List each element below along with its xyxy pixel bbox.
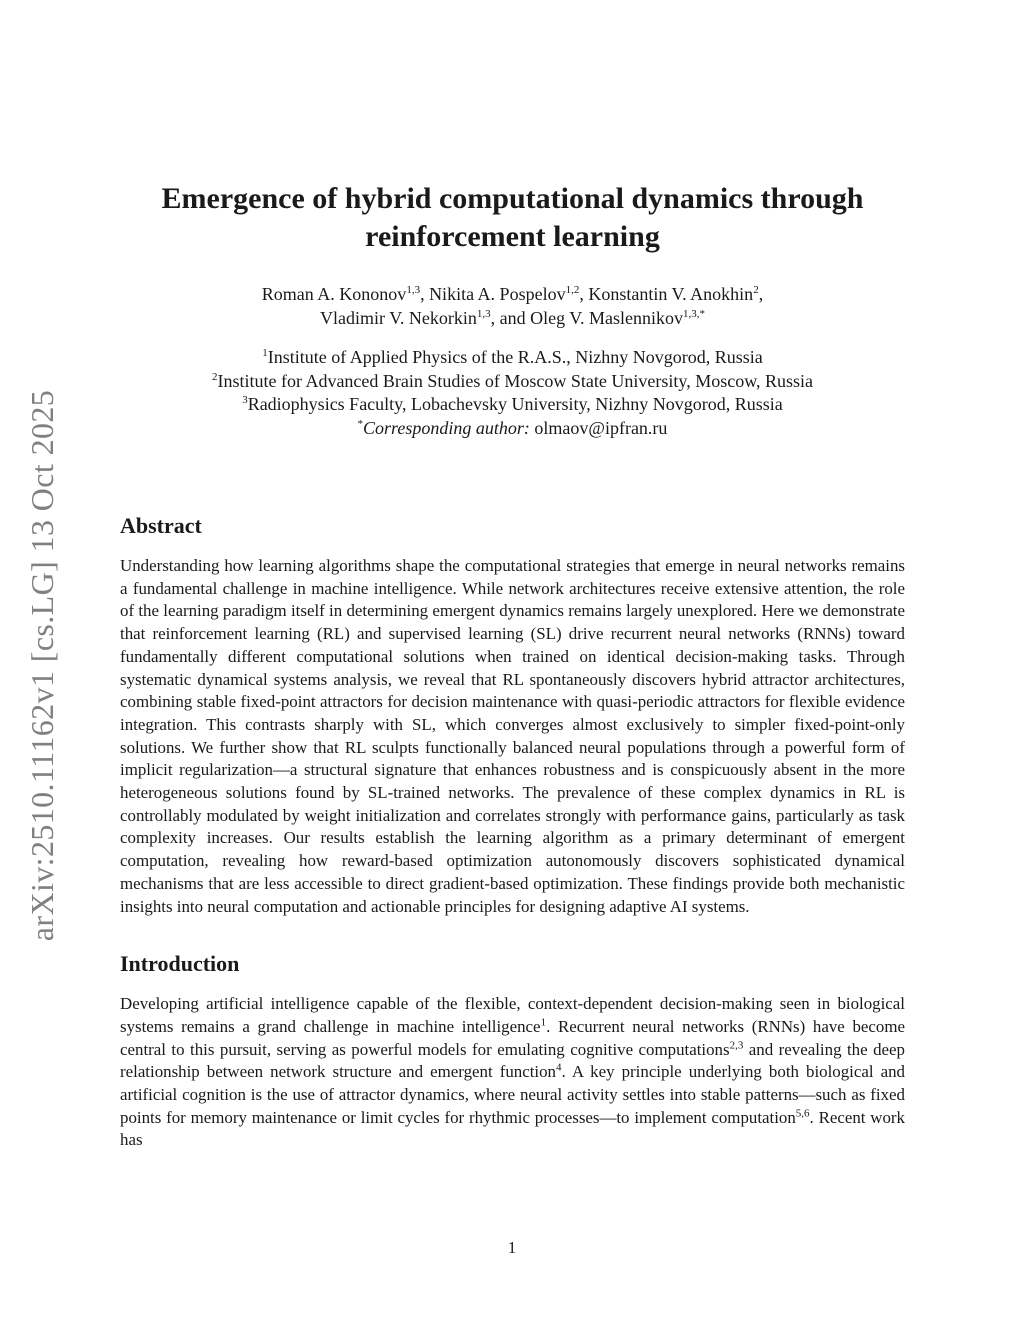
author-separator: ,: [758, 284, 764, 304]
author-affiliation-mark: 1,3,*: [682, 308, 705, 320]
corresponding-email[interactable]: olmaov@ipfran.ru: [534, 417, 668, 438]
affiliation-mark: 2: [211, 370, 218, 383]
citation[interactable]: 1: [540, 1016, 547, 1029]
author-name: Vladimir V. Nekorkin: [320, 308, 477, 328]
author-name: Oleg V. Maslennikov: [530, 308, 683, 328]
arxiv-identifier-text: arXiv:2510.11162v1 [cs.LG] 13 Oct 2025: [24, 389, 61, 941]
affiliation-text: Institute of Applied Physics of the R.A.S., Nizhny Novgorod, Russia: [267, 347, 763, 367]
author-name: Konstantin V. Anokhin: [588, 284, 754, 304]
introduction-heading: Introduction: [120, 951, 240, 977]
author-name: Nikita A. Pospelov: [429, 284, 566, 304]
author-separator: , and: [490, 308, 531, 328]
introduction-paragraph: [120, 993, 905, 1152]
title-line-2: reinforcement learning: [365, 220, 660, 253]
affiliation-item: [120, 393, 905, 417]
author-list: [120, 282, 905, 330]
title-line-1: Emergence of hybrid computational dynamics through: [161, 182, 864, 215]
corresponding-mark: *: [357, 417, 364, 430]
affiliation-text: Institute for Advanced Brain Studies of Moscow State University, Moscow, Russia: [217, 370, 814, 391]
citation[interactable]: 4: [556, 1061, 562, 1074]
intro-text: . A key principle underlying both biological and artificial cognition is the use of attractor dynamics, where neural activity settles into stable patterns—such as fixed points for memory maintenance or limit cycles for rhythmic processes—to implement computation: [120, 1062, 905, 1127]
intro-text: . Recurrent neural networks (RNNs) have become central to this pursuit, serving as powerful models for emulating cognitive computations: [120, 1016, 905, 1059]
intro-text: and revealing the deep relationship between network structure and emergent function: [120, 1039, 905, 1082]
abstract-heading: Abstract: [120, 513, 202, 538]
affiliation-mark: 1: [262, 347, 268, 359]
affiliation-item: [120, 346, 905, 370]
paper-first-page: [120, 180, 905, 1152]
author-line-2: [120, 306, 905, 330]
author-separator: ,: [420, 284, 430, 304]
abstract-text: Understanding how learning algorithms shape the computational strategies that emerge in neural networks remains a fundamental challenge in machine intelligence. While network architectures receive extensive attention, the role of the learning paradigm itself in determining emergent dynamics remains largely unexplored. Here we demonstrate that reinforcement learning (RL) and supervised learning (SL) drive recurrent neural networks (RNNs) toward fundamentally different computational solutions when trained on identical decision-making tasks. Through systematic dynamical systems analysis, we reveal that RL spontaneously discovers hybrid attractor architectures, combining stable fixed-point attractors for decision maintenance with quasi-periodic attractors for flexible evidence integration. This contrasts sharply with SL, which converges almost exclusively to simpler fixed-point-only solutions. We further show that RL sculpts functionally balanced neural populations through a powerful form of implicit regularization—a structural signature that enhances robustness and is conspicuously absent in the more heterogeneous solutions found by SL-trained networks. The prevalence of these complex dynamics in RL is controllably modulated by weight initialization and correlates strongly with performance gains, particularly as task complexity increases. Our results establish the learning algorithm as a primary determinant of emergent computation, revealing how reward-based optimization autonomously discovers sophisticated dynamical mechanisms that are less accessible to direct gradient-based optimization. These findings provide both mechanistic insights into neural computation and actionable principles for designing adaptive AI systems.: [120, 556, 905, 916]
affiliation-list: [120, 346, 905, 440]
affiliation-item: [120, 370, 905, 394]
author-affiliation-mark: 1,3: [406, 284, 421, 296]
author-affiliation-mark: 1,3: [476, 308, 491, 320]
citation[interactable]: 5,6: [795, 1107, 810, 1120]
arxiv-identifier-stamp: [20, 375, 66, 955]
author-name: Roman A. Kononov: [261, 284, 407, 304]
author-affiliation-mark: 1,2: [565, 284, 580, 296]
corresponding-label: Corresponding author:: [363, 417, 530, 438]
page-number: 1: [507, 1238, 517, 1257]
intro-text: Developing artificial intelligence capable of the flexible, context-dependent decision-making seen in biological systems remains a grand challenge in machine intelligence: [120, 994, 905, 1036]
author-separator: ,: [579, 284, 589, 304]
paper-title: [120, 180, 905, 256]
author-affiliation-mark: 2: [753, 284, 759, 296]
citation[interactable]: 2,3: [729, 1039, 744, 1052]
affiliation-text: Radiophysics Faculty, Lobachevsky University, Nizhny Novgorod, Russia: [247, 394, 783, 414]
corresponding-author: [120, 417, 905, 441]
intro-text: . Recent work has: [120, 1107, 905, 1150]
affiliation-mark: 3: [242, 394, 248, 406]
author-line-1: [120, 282, 905, 306]
